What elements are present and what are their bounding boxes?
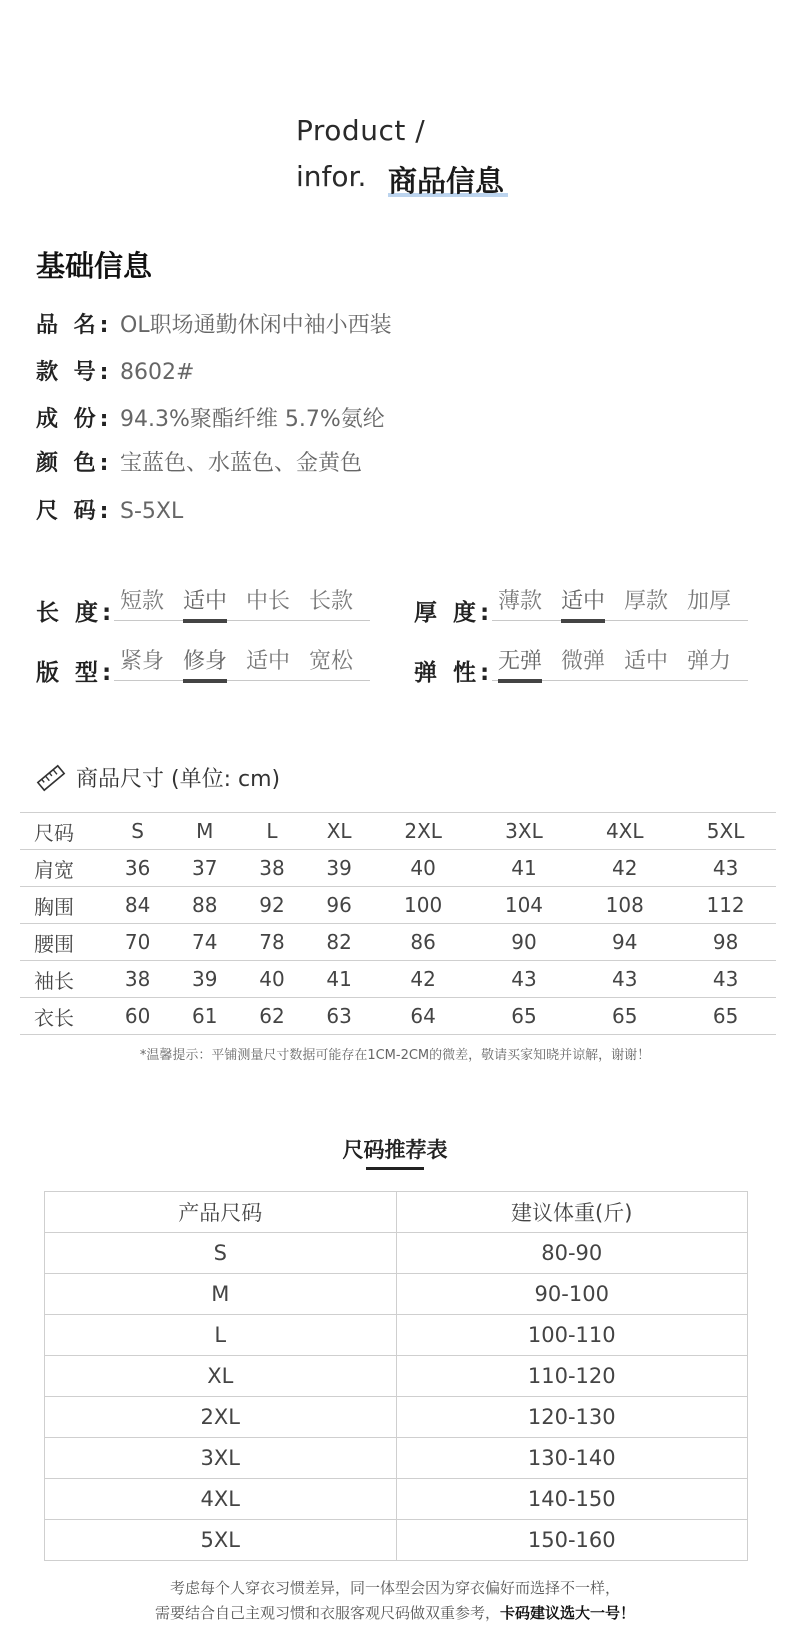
attr-label: 版 型: (36, 660, 116, 686)
recommend-weight-cell: 120-130 (396, 1397, 748, 1438)
size-cell: 65 (474, 998, 575, 1035)
recommend-size-cell: S (45, 1233, 397, 1274)
option-tight[interactable]: 紧身 (119, 649, 164, 674)
option-loose[interactable]: 宽松 (308, 649, 353, 674)
size-row-label: 袖长 (20, 961, 104, 998)
recommend-row (45, 1356, 748, 1397)
size-cell: 90 (474, 924, 575, 961)
attr-label: 厚 度: (414, 600, 494, 626)
size-cell: 36 (104, 850, 171, 887)
size-cell: 41 (306, 961, 373, 998)
info-row-color (36, 446, 362, 477)
size-row (20, 961, 776, 998)
size-cell: L (238, 813, 305, 850)
size-table-title-text: 商品尺寸 (单位: cm) (76, 767, 281, 792)
info-label: 成 份: (36, 407, 113, 432)
size-cell: 38 (238, 850, 305, 887)
recommend-size-cell: 4XL (45, 1479, 397, 1520)
recommend-weight-cell: 110-120 (396, 1356, 748, 1397)
recommend-weight-cell: 150-160 (396, 1520, 748, 1561)
size-cell: M (171, 813, 238, 850)
size-row (20, 850, 776, 887)
option-slim-selected[interactable]: 修身 (177, 644, 233, 675)
size-row-label: 尺码 (20, 813, 104, 850)
basic-info-title: 基础信息 (36, 249, 153, 283)
option-medium-selected[interactable]: 适中 (555, 584, 611, 615)
ruler-icon (36, 763, 66, 793)
recommend-table (44, 1191, 748, 1561)
header-en-line1: Product / (296, 114, 426, 147)
size-table-title (36, 762, 280, 793)
size-cell: 4XL (574, 813, 675, 850)
recommend-size-cell: 5XL (45, 1520, 397, 1561)
size-cell: 40 (238, 961, 305, 998)
size-cell: 104 (474, 887, 575, 924)
recommend-weight-cell: 130-140 (396, 1438, 748, 1479)
size-cell: 63 (306, 998, 373, 1035)
footer-line2-emphasis: 卡码建议选大一号！ (500, 1604, 636, 1622)
size-cell: 2XL (373, 813, 474, 850)
measurement-note: *温馨提示：平铺测量尺寸数据可能存在1CM-2CM的微差，敬请买家知晓并谅解，谢谢！ (139, 1048, 651, 1063)
size-cell: 94 (574, 924, 675, 961)
option-no-stretch-selected[interactable]: 无弹 (492, 644, 548, 675)
footer-line2-text: 需要结合自己主观习惯和衣服客观尺码做双重参考， (154, 1604, 500, 1622)
info-value: OL职场通勤休闲中袖小西装 (120, 313, 392, 338)
recommend-weight-cell: 90-100 (396, 1274, 748, 1315)
recommend-size-cell: 产品尺码 (45, 1192, 397, 1233)
size-header-row (20, 813, 776, 850)
size-row-label: 胸围 (20, 887, 104, 924)
size-cell: 62 (238, 998, 305, 1035)
option-short[interactable]: 短款 (119, 589, 164, 614)
info-row-name (36, 308, 392, 339)
size-cell: 86 (373, 924, 474, 961)
size-cell: 92 (238, 887, 305, 924)
size-row-label: 衣长 (20, 998, 104, 1035)
info-value: 宝蓝色、水蓝色、金黄色 (120, 451, 363, 476)
size-cell: 74 (171, 924, 238, 961)
info-label: 款 号: (36, 360, 113, 385)
recommend-row (45, 1438, 748, 1479)
recommend-row (45, 1315, 748, 1356)
recommend-weight-cell: 建议体重(斤) (396, 1192, 748, 1233)
size-cell: S (104, 813, 171, 850)
recommend-size-cell: M (45, 1274, 397, 1315)
size-cell: 42 (574, 850, 675, 887)
recommend-row (45, 1520, 748, 1561)
option-stretch[interactable]: 弹力 (686, 649, 731, 674)
size-cell: 64 (373, 998, 474, 1035)
info-value: 94.3%聚酯纤维 5.7%氨纶 (120, 407, 385, 432)
size-cell: 98 (675, 924, 776, 961)
recommend-title-underline (366, 1167, 424, 1170)
size-row (20, 924, 776, 961)
recommend-row (45, 1479, 748, 1520)
size-cell: 60 (104, 998, 171, 1035)
size-cell: 5XL (675, 813, 776, 850)
size-table (20, 812, 776, 1035)
size-cell: 112 (675, 887, 776, 924)
header-cn-title: 商品信息 (388, 164, 505, 198)
info-label: 尺 码: (36, 499, 113, 524)
info-label: 品 名: (36, 313, 113, 338)
size-cell: 43 (474, 961, 575, 998)
recommend-title: 尺码推荐表 (342, 1138, 448, 1162)
info-row-composition (36, 402, 385, 433)
info-row-size (36, 494, 183, 525)
recommend-header-row (45, 1192, 748, 1233)
option-thin[interactable]: 薄款 (497, 589, 542, 614)
size-cell: 41 (474, 850, 575, 887)
info-row-style-no (36, 355, 194, 386)
size-cell: 84 (104, 887, 171, 924)
attr-label: 弹 性: (414, 660, 494, 686)
info-value: S-5XL (120, 499, 184, 524)
size-cell: 39 (306, 850, 373, 887)
recommend-size-cell: 2XL (45, 1397, 397, 1438)
recommend-weight-cell: 140-150 (396, 1479, 748, 1520)
option-regular[interactable]: 适中 (245, 649, 290, 674)
size-cell: 39 (171, 961, 238, 998)
size-row-label: 肩宽 (20, 850, 104, 887)
size-cell: 3XL (474, 813, 575, 850)
info-label: 颜 色: (36, 451, 113, 476)
size-cell: 65 (675, 998, 776, 1035)
size-cell: XL (306, 813, 373, 850)
option-slight-stretch[interactable]: 微弹 (560, 649, 605, 674)
recommend-weight-cell: 80-90 (396, 1233, 748, 1274)
size-cell: 96 (306, 887, 373, 924)
size-cell: 43 (574, 961, 675, 998)
size-cell: 43 (675, 850, 776, 887)
info-value: 8602# (120, 360, 195, 385)
option-mid-long[interactable]: 中长 (245, 589, 290, 614)
size-cell: 37 (171, 850, 238, 887)
attr-label: 长 度: (36, 600, 116, 626)
size-cell: 38 (104, 961, 171, 998)
footer-line2 (0, 1602, 790, 1623)
size-cell: 42 (373, 961, 474, 998)
size-cell: 43 (675, 961, 776, 998)
option-thick[interactable]: 厚款 (623, 589, 668, 614)
size-cell: 61 (171, 998, 238, 1035)
footer-line1: 考虑每个人穿衣习惯差异，同一体型会因为穿衣偏好而选择不一样， (169, 1579, 620, 1597)
recommend-size-cell: XL (45, 1356, 397, 1397)
size-row-label: 腰围 (20, 924, 104, 961)
size-row (20, 887, 776, 924)
option-extra-thick[interactable]: 加厚 (686, 589, 731, 614)
header-en-line2: infor. (296, 160, 367, 193)
size-cell: 108 (574, 887, 675, 924)
option-medium-stretch[interactable]: 适中 (623, 649, 668, 674)
size-cell: 65 (574, 998, 675, 1035)
size-cell: 78 (238, 924, 305, 961)
option-medium-selected[interactable]: 适中 (177, 584, 233, 615)
size-row (20, 998, 776, 1035)
size-cell: 100 (373, 887, 474, 924)
size-cell: 40 (373, 850, 474, 887)
size-cell: 82 (306, 924, 373, 961)
recommend-size-cell: L (45, 1315, 397, 1356)
recommend-row (45, 1274, 748, 1315)
recommend-row (45, 1233, 748, 1274)
recommend-weight-cell: 100-110 (396, 1315, 748, 1356)
option-long[interactable]: 长款 (308, 589, 353, 614)
size-cell: 88 (171, 887, 238, 924)
size-cell: 70 (104, 924, 171, 961)
recommend-size-cell: 3XL (45, 1438, 397, 1479)
recommend-row (45, 1397, 748, 1438)
